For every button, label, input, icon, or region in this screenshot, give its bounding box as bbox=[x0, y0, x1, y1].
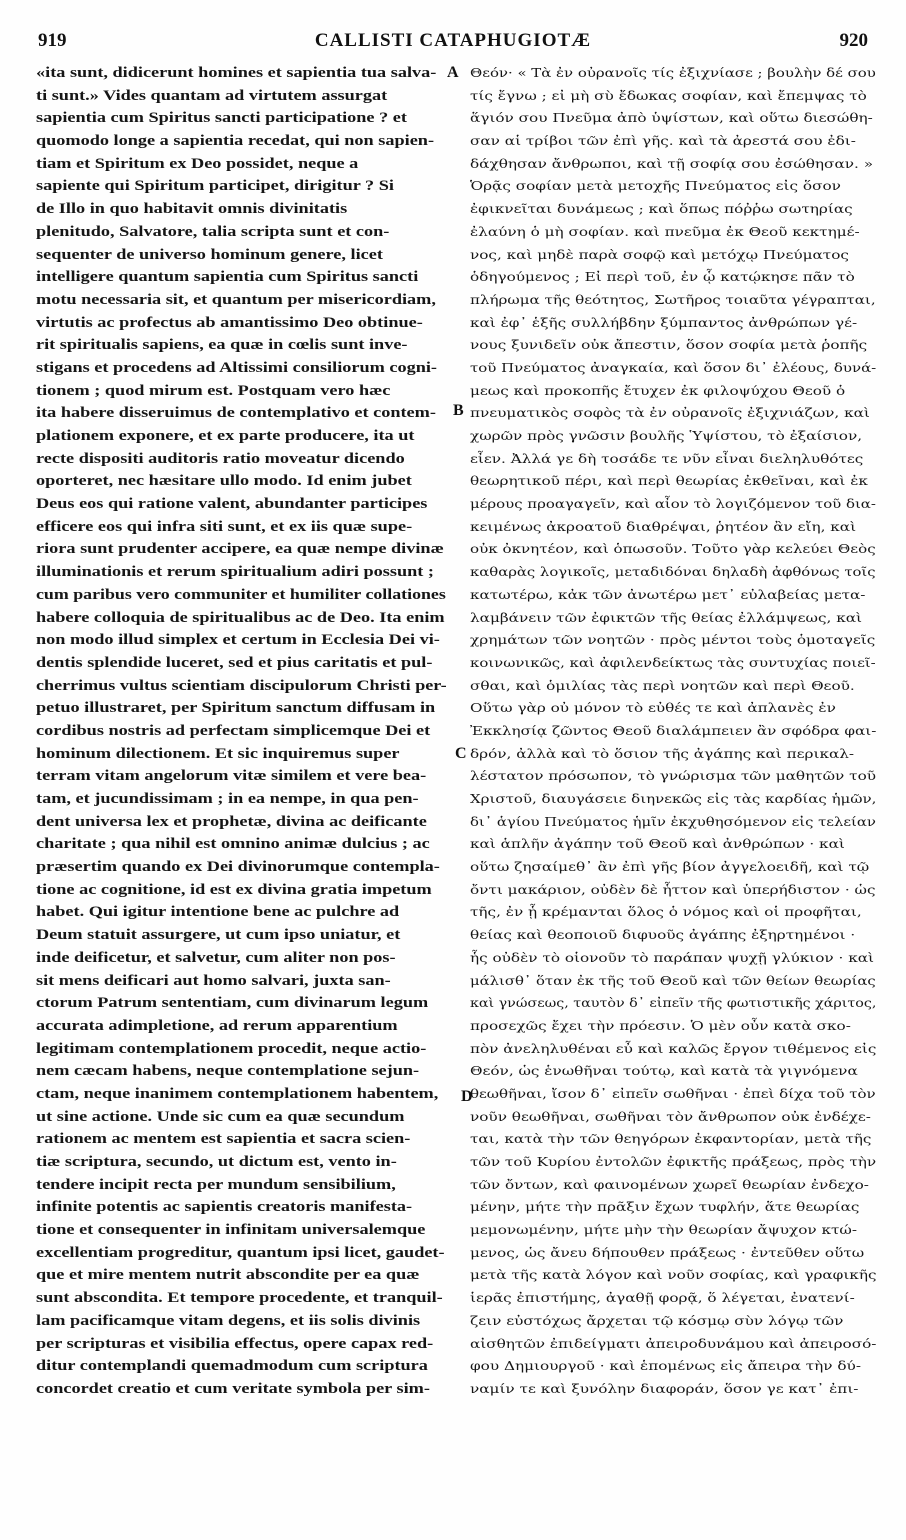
text-line: stigans et procedens ad Altissimi consiliorum cogni- bbox=[36, 359, 438, 376]
text-line: Χριστοῦ, διαυγάσειε διηνεκῶς εἰς τὰς καρδίας ἡμῶν, bbox=[470, 792, 877, 806]
text-line: plationem exponere, et ex parte producere, ita ut bbox=[36, 428, 415, 444]
text-line: intelligere quantum sapientia cum Spiritus sancti bbox=[36, 269, 419, 286]
text-line: δάχθησαν ἄνθρωποι, καὶ τῇ σοφίᾳ σου ἐσώθησαν. » bbox=[470, 156, 874, 171]
text-line: ut sine actione. Unde sic cum ea quæ secundum bbox=[36, 1108, 405, 1125]
text-line: sequenter de universo hominum genere, licet bbox=[36, 246, 383, 263]
text-line: αἰσθητῶν ἐπιδείγματι ἀπειροδυνάμου καὶ ἀπειροσό- bbox=[470, 1336, 877, 1351]
text-line: δρόν, ἀλλὰ καὶ τὸ ὅσιον τῆς ἀγάπης καὶ περικαλ- bbox=[470, 746, 855, 761]
text-line: νοῦν θεωθῆναι, σωθῆναι τὸν ἄνθρωπον οὐκ ἐνδέχε- bbox=[470, 1109, 871, 1124]
text-line: per scripturas et visibilia effectus, opere capax red- bbox=[36, 1335, 434, 1352]
text-line: λέστατον πρόσωπον, τὸ γνώρισμα τῶν μαθητῶν τοῦ bbox=[470, 769, 876, 784]
text-line: habere colloquia de spiritualibus ac de Deo. Ita enim bbox=[36, 609, 445, 626]
page-number-right: 920 bbox=[839, 30, 868, 51]
text-line: «ita sunt, didicerunt homines et sapientia tua salva- bbox=[36, 65, 437, 81]
text-line: ditur contemplandi quemadmodum cum scriptura bbox=[36, 1358, 428, 1375]
text-line: ὄντι μακάριον, οὐδὲν δὲ ἧττον καὶ ὑπερήδιστον · ὡς bbox=[470, 882, 876, 897]
text-line: tionem ; quod mirum est. Postquam vero hæc bbox=[36, 382, 391, 399]
text-line: καθαρὰς λογικοῖς, μεταδιδόναι δηλαδὴ ἀφθόνως τοῖς bbox=[470, 565, 876, 580]
text-line: Οὕτω γὰρ οὐ μόνον τὸ εὐθές τε καὶ ἀπλανὲς ἐν bbox=[470, 701, 836, 716]
text-line: quomodo longe a sapientia recedat, qui non sapien- bbox=[36, 133, 435, 150]
text-line: rit spiritualis sapiens, ea quæ in cœlis sunt inve- bbox=[36, 337, 408, 354]
text-line: charitate ; qua nihil est omnino animæ dulcius ; ac bbox=[36, 836, 430, 853]
text-line: νους ξυνιδεῖν οὐκ ἄπεστιν, ὅσον σοφία μετὰ ῥοπῆς bbox=[470, 338, 868, 353]
text-line: virtutis ac profectus ab amantissimo Deo obtinue- bbox=[36, 314, 423, 331]
text-line: κειμένως ἀκροατοῦ διαθρέψαι, ῥητέον ἂν εἴη, καὶ bbox=[470, 519, 857, 534]
text-line: accurata adimpletione, ad rerum apparentium bbox=[36, 1017, 398, 1034]
text-line: inde deificetur, et salvetur, cum aliter non pos- bbox=[36, 949, 396, 966]
text-line: πλήρωμα τῆς θεότητος, Σωτῆρος τοιαῦτα γέγραπται, bbox=[470, 292, 876, 307]
text-line: habet. Qui igitur intentione bene ac pulchre ad bbox=[36, 904, 400, 921]
text-line: φου Δημιουργοῦ · καὶ ἑπομένως εἰς ἄπειρα τὴν δύ- bbox=[470, 1359, 861, 1374]
text-line: hominum dilectionem. Et sic inquiremus super bbox=[36, 745, 400, 762]
latin-column bbox=[36, 62, 446, 1401]
text-line: ἅγιόν σου Πνεῦμα ἀπὸ ὑψίστων, καὶ οὕτω διεσώθη- bbox=[470, 111, 873, 126]
text-line: sit mens deificari aut homo salvari, juxta san- bbox=[36, 972, 391, 989]
text-line: μεμονωμένην, μήτε μὴν τὴν θεωρίαν ἄψυχον κτώ- bbox=[470, 1223, 857, 1238]
text-line: ita habere disseruimus de contemplativo et contem- bbox=[36, 405, 436, 422]
text-line: infinite potentis ac sapientis creatoris manifesta- bbox=[36, 1199, 413, 1216]
text-line: cordibus nostris ad perfectam simplicemque Dei et bbox=[36, 722, 431, 739]
text-line: sapientia cum Spiritus sancti participatione ? et bbox=[36, 110, 407, 127]
text-line: χρημάτων τῶν νοητῶν · πρὸς μέντοι τοὺς ὁμοταγεῖς bbox=[470, 633, 876, 648]
page-number-left: 919 bbox=[38, 30, 67, 51]
text-line: tione ac cognitione, id est ex divina gratia impetum bbox=[36, 881, 432, 898]
text-line: terram vitam angelorum vitæ similem et vere bea- bbox=[36, 768, 427, 785]
text-line: illuminationis et rerum spiritualium adiri possunt ; bbox=[36, 564, 435, 581]
text-line: νος, καὶ μηδὲ παρὰ σοφῷ καὶ μετόχῳ Πνεύματος bbox=[470, 247, 849, 262]
text-line: ἱερᾶς ἐπιστήμης, ἀγαθῇ φορᾷ, ὅ λέγεται, ἐνατενί- bbox=[470, 1291, 855, 1306]
text-line: οὕτω ζησαίμεθ᾽ ἂν ἐπὶ γῆς βίον ἀγγελοειδῆ, καὶ τῷ bbox=[470, 860, 870, 875]
text-line: præsertim quando ex Dei divinorumque contempla- bbox=[36, 859, 440, 876]
text-line: que et mire mentem nutrit abscondite per ea quæ bbox=[36, 1267, 420, 1284]
text-line: τοῦ Πνεύματος ἀναγκαία, καὶ ὅσον δι᾽ ἐλέους, δυνά- bbox=[470, 360, 877, 375]
section-marker-a: A bbox=[447, 64, 459, 81]
text-line: tendere incipit recta per mundum sensibilium, bbox=[36, 1176, 396, 1193]
text-line: μεως καὶ προκοπῆς ἔτυχεν ἐκ φιλοψύχου Θεοῦ ὁ bbox=[470, 383, 846, 398]
text-line: ναμίν τε καὶ ξυνόλην διαφοράν, ὅσον γε κατ᾽ ἐπι- bbox=[470, 1381, 859, 1396]
text-line: σαν αἱ τρίβοι τῶν ἐπὶ γῆς. καὶ τὰ ἀρεστά σου ἐδι- bbox=[470, 134, 856, 149]
text-line: χωρῶν πρὸς γνῶσιν βουλῆς Ὑψίστου, τὸ ἐξαίσιον, bbox=[470, 429, 863, 443]
text-line: λαμβάνειν τῶν ἐφικτῶν τῆς θείας ἐλλάμψεως, καὶ bbox=[470, 610, 862, 625]
text-line: ζειν εὐστόχως ἄρχεται τῷ κόσμῳ σὺν λόγῳ τῶν bbox=[470, 1313, 844, 1328]
running-title: CALLISTI CATAPHUGIOTÆ bbox=[314, 30, 592, 51]
text-line: dentis splendide luceret, sed et pius caritatis et pul- bbox=[36, 654, 433, 671]
text-line: sunt abscondita. Et tempore procedente, et tranquil- bbox=[36, 1290, 443, 1307]
text-line: ἐφικνεῖται δυνάμεως ; καὶ ὅπως πόῤῥω σωτηρίας bbox=[470, 202, 853, 217]
text-line: μετὰ τῆς κατὰ λόγον καὶ νοῦν σοφίας, καὶ γραφικῆς bbox=[470, 1268, 877, 1283]
text-line: efficere eos qui infra siti sunt, et ex iis quæ supe- bbox=[36, 518, 413, 535]
text-line: Ὁρᾷς σοφίαν μετὰ μετοχῆς Πνεύματος εἰς ὅσον bbox=[470, 179, 841, 194]
text-line: motu necessaria sit, et quantum per misericordiam, bbox=[36, 291, 436, 308]
section-marker-d: D bbox=[461, 1088, 473, 1105]
text-line: θεωθῆναι, ἴσον δ᾽ εἰπεῖν σωθῆναι · ἐπεὶ δίχα τοῦ τὸν bbox=[470, 1086, 876, 1101]
text-line: oporteret, nec hæsitare ullo modo. Id enim jubet bbox=[36, 473, 412, 490]
text-line: ti sunt.» Vides quantam ad virtutem assurgat bbox=[36, 87, 388, 104]
text-line: πὸν ἀνεληλυθέναι εὖ καὶ καλῶς ἔργον τιθέμενος εἰς bbox=[470, 1041, 877, 1056]
text-line: μάλισθ᾽ ὅταν ἐκ τῆς τοῦ Θεοῦ καὶ τῶν θείων θεωρίας bbox=[470, 973, 876, 988]
text-line: σθαι, καὶ ὁμιλίας τὰς περὶ νοητῶν καὶ περὶ Θεοῦ. bbox=[470, 678, 855, 693]
text-line: κατωτέρω, κἀκ τῶν ἀνωτέρω μετ᾽ εὐλαβείας μετα- bbox=[470, 587, 866, 602]
text-line: προσεχῶς ἔχει τὴν πρόεσιν. Ὁ μὲν οὖν κατὰ σκο- bbox=[470, 1018, 851, 1033]
text-line: non modo illud simplex et certum in Ecclesia Dei vi- bbox=[36, 632, 440, 649]
text-line: μενος, ὡς ἄνευ δήπουθεν πράξεως · ἐντεῦθεν οὕτω bbox=[470, 1245, 865, 1260]
text-line: τῶν ὄντων, καὶ φαινομένων χωρεῖ θεωρίαν ἐνδεχο- bbox=[470, 1177, 869, 1192]
text-line: ἧς οὐδὲν τὸ οἱονοῦν τὸ παράπαν ψυχῇ γλύκιον · καὶ bbox=[470, 950, 875, 965]
text-line: καὶ ἁπλῆν ἀγάπην τοῦ Θεοῦ καὶ ἀνθρώπων · καὶ bbox=[470, 837, 845, 852]
greek-column bbox=[470, 62, 876, 1401]
text-line: recte dispositi auditoris ratio moveatur dicendo bbox=[36, 450, 405, 467]
text-line: θεωρητικοῦ πέρι, καὶ περὶ θεωρίας ἐκθεῖναι, καὶ ἐκ bbox=[470, 474, 868, 489]
text-line: rationem ac mentem est sapientia et sacra scien- bbox=[36, 1131, 411, 1148]
text-line: ἐλαύνη ὁ μὴ σοφίαν. καὶ πνεῦμα ἐκ Θεοῦ κεκτημέ- bbox=[470, 224, 860, 239]
text-line: τῶν τοῦ Κυρίου ἐντολῶν ἐφικτῆς πράξεως, πρὸς τὴν bbox=[470, 1155, 877, 1169]
text-line: θείας καὶ θεοποιοῦ διφυοῦς ἀγάπης ἐξηρτημένοι · bbox=[470, 928, 856, 943]
text-line: Θεόν· « Τὰ ἐν οὐρανοῖς τίς ἐξιχνίασε ; βουλὴν δέ σου bbox=[470, 66, 876, 80]
text-line: legitimam contemplationem procedit, neque actio- bbox=[36, 1040, 427, 1057]
text-line: Θεόν, ὡς ἑνωθῆναι τούτῳ, καὶ κατὰ τὰ γιγνόμενα bbox=[470, 1064, 858, 1079]
text-line: tione et consequenter in infinitam universalemque bbox=[36, 1222, 426, 1239]
text-line: nem cæcam habens, neque contemplatione sejun- bbox=[36, 1063, 420, 1080]
text-line: ται, κατὰ τὴν τῶν θεηγόρων ἐκφαντορίαν, μετὰ τῆς bbox=[470, 1132, 872, 1147]
text-line: de Illo in quo habitavit omnis divinitatis bbox=[36, 201, 348, 218]
text-line: dent universa lex et prophetæ, divina ac deificante bbox=[36, 813, 427, 830]
text-line: tiæ scriptura, secundo, ut dictum est, vento in- bbox=[36, 1154, 397, 1170]
text-line: Ἐκκλησίᾳ ζῶντος Θεοῦ διαλάμπειεν ἂν σφόδρα φαι- bbox=[470, 723, 877, 738]
text-line: cum paribus vero communiter et humiliter collationes bbox=[36, 586, 446, 603]
section-marker-c: C bbox=[455, 745, 467, 762]
text-line: ὁδηγούμενος ; Εἰ περὶ τοῦ, ἐν ᾧ κατῴκησε πᾶν τὸ bbox=[470, 270, 855, 285]
text-line: ctam, neque inanimem contemplationem habentem, bbox=[36, 1085, 439, 1102]
text-line: πνευματικὸς σοφὸς τὰ ἐν οὐρανοῖς ἐξιχνιάζων, καὶ bbox=[470, 406, 870, 421]
text-line: ctorum Patrum sententiam, cum divinarum legum bbox=[36, 995, 429, 1012]
text-line: μένην, μήτε τὴν πρᾶξιν ἔχων τυφλήν, ἅτε θεωρίας bbox=[470, 1200, 860, 1215]
text-line: εἶεν. Ἀλλά γε δὴ τοσάδε τε νῦν εἶναι διεληλυθότες bbox=[470, 451, 864, 466]
text-line: petuo illustraret, per Spiritum sanctum diffusam in bbox=[36, 700, 436, 717]
text-line: lam pacificamque vitam degens, et iis solis divinis bbox=[36, 1312, 421, 1329]
text-line: κοινωνικῶς, καὶ ἀφιλενδείκτως τὰς συντυχίας ποιεῖ- bbox=[470, 655, 876, 670]
text-line: concordet creatio et cum veritate symbola per sim- bbox=[36, 1380, 430, 1397]
text-line: Deus eos qui ratione valent, abundanter participes bbox=[36, 496, 428, 513]
text-line: καὶ ἐφ᾽ ἑξῆς συλλήβδην ξύμπαντος ἀνθρώπων γέ- bbox=[470, 315, 858, 330]
text-line: μέρους προαγαγεῖν, καὶ αἶον τὸ λογιζόμενον τοῦ δια- bbox=[470, 497, 876, 512]
text-line: tiam et Spiritum ex Deo possidet, neque a bbox=[36, 155, 359, 172]
text-line: tam, et jucundissimam ; in ea nempe, in qua pen- bbox=[36, 791, 419, 807]
text-line: οὐκ ὀκνητέον, καὶ ὁπωσοῦν. Τοῦτο γὰρ κελεύει Θεὸς bbox=[470, 542, 876, 557]
text-line: δι᾽ ἁγίου Πνεύματος ἡμῖν ἐκχυθησόμενον εἰς τελείαν bbox=[470, 814, 876, 829]
text-line: Deum statuit assurgere, ut cum ipso uniatur, et bbox=[36, 927, 401, 944]
text-line: sapiente qui Spiritum participet, dirigitur ? Si bbox=[36, 178, 394, 195]
text-line: riora sunt prudenter accipere, ea quæ nempe divinæ bbox=[36, 541, 444, 558]
text-line: cherrimus vultus scientiam discipulorum Christi per- bbox=[36, 677, 447, 694]
text-line: καὶ γνώσεως, ταυτὸν δ᾽ εἰπεῖν τῆς φωτιστικῆς χάριτος, bbox=[470, 996, 877, 1011]
section-marker-b: B bbox=[453, 402, 464, 419]
text-line: plenitudo, Salvatore, talia scripta sunt et con- bbox=[36, 223, 390, 240]
text-line: excellentiam progreditur, quantum ipsi licet, gaudet- bbox=[36, 1244, 445, 1261]
text-line: τίς ἔγνω ; εἰ μὴ σὺ ἔδωκας σοφίαν, καὶ ἔπεμψας τὸ bbox=[470, 88, 867, 103]
text-line: τῆς, ἐν ᾗ κρέμανται ὅλος ὁ νόμος καὶ οἱ προφῆται, bbox=[470, 905, 862, 920]
